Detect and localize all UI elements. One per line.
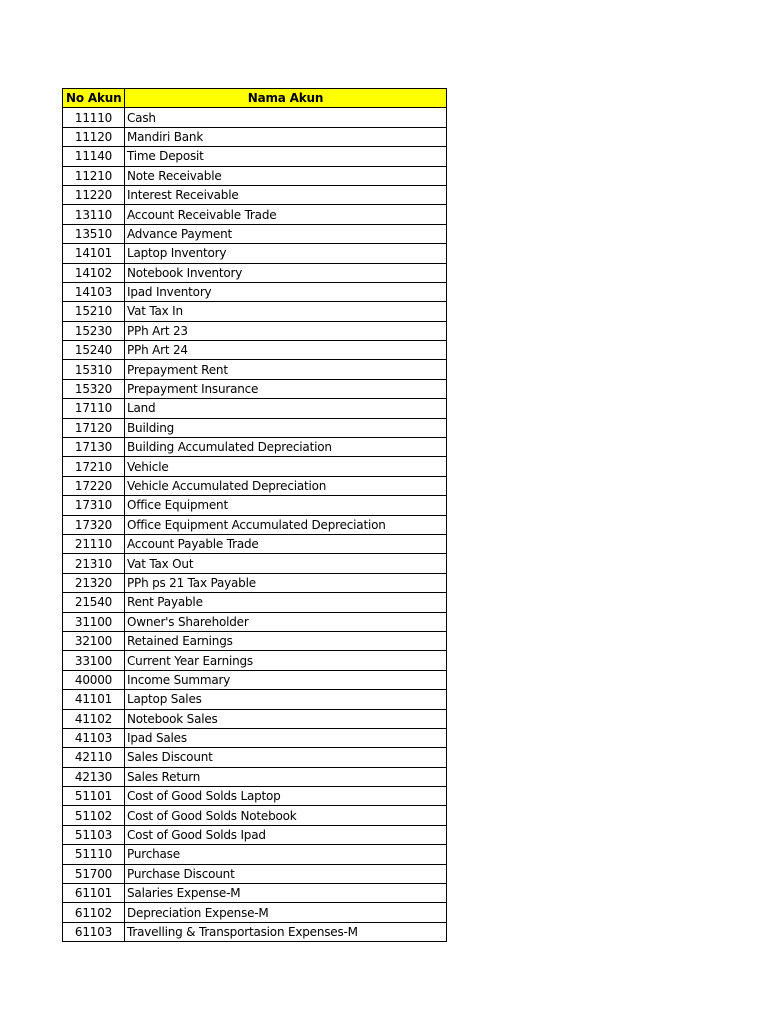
account-name-cell: PPh Art 23 bbox=[125, 321, 447, 340]
account-name-cell: Office Equipment Accumulated Depreciation bbox=[125, 515, 447, 534]
account-name-cell: Office Equipment bbox=[125, 496, 447, 515]
account-name-cell: Land bbox=[125, 399, 447, 418]
table-row bbox=[63, 224, 447, 243]
account-name-cell: PPh Art 24 bbox=[125, 341, 447, 360]
table-row bbox=[63, 728, 447, 747]
header-no-akun: No Akun bbox=[63, 89, 125, 108]
account-number-cell: 15240 bbox=[63, 341, 125, 360]
table-row bbox=[63, 496, 447, 515]
table-row bbox=[63, 108, 447, 127]
account-number-cell: 51103 bbox=[63, 825, 125, 844]
table-row bbox=[63, 418, 447, 437]
table-row bbox=[63, 884, 447, 903]
account-number-cell: 17310 bbox=[63, 496, 125, 515]
table-row bbox=[63, 438, 447, 457]
account-number-cell: 61102 bbox=[63, 903, 125, 922]
account-number-cell: 11140 bbox=[63, 147, 125, 166]
table-row bbox=[63, 825, 447, 844]
table-header bbox=[63, 89, 447, 108]
header-row bbox=[63, 89, 447, 108]
account-name-cell: Ipad Inventory bbox=[125, 282, 447, 301]
account-number-cell: 13510 bbox=[63, 224, 125, 243]
account-name-cell: Salaries Expense-M bbox=[125, 884, 447, 903]
account-name-cell: Vat Tax Out bbox=[125, 554, 447, 573]
account-name-cell: Sales Return bbox=[125, 767, 447, 786]
account-name-cell: Laptop Inventory bbox=[125, 244, 447, 263]
account-name-cell: Rent Payable bbox=[125, 593, 447, 612]
account-number-cell: 13110 bbox=[63, 205, 125, 224]
account-name-cell: PPh ps 21 Tax Payable bbox=[125, 573, 447, 592]
account-number-cell: 41103 bbox=[63, 728, 125, 747]
header-nama-akun: Nama Akun bbox=[125, 89, 447, 108]
table-row bbox=[63, 534, 447, 553]
table-row bbox=[63, 515, 447, 534]
account-name-cell: Cost of Good Solds Laptop bbox=[125, 787, 447, 806]
account-name-cell: Laptop Sales bbox=[125, 690, 447, 709]
account-number-cell: 21310 bbox=[63, 554, 125, 573]
table-row bbox=[63, 922, 447, 941]
account-number-cell: 17130 bbox=[63, 438, 125, 457]
account-name-cell: Note Receivable bbox=[125, 166, 447, 185]
account-number-cell: 31100 bbox=[63, 612, 125, 631]
account-name-cell: Retained Earnings bbox=[125, 631, 447, 650]
account-number-cell: 15310 bbox=[63, 360, 125, 379]
chart-of-accounts-table bbox=[62, 88, 447, 942]
account-number-cell: 51700 bbox=[63, 864, 125, 883]
table-row bbox=[63, 787, 447, 806]
account-name-cell: Purchase bbox=[125, 845, 447, 864]
table-row bbox=[63, 806, 447, 825]
account-number-cell: 11120 bbox=[63, 127, 125, 146]
account-number-cell: 15320 bbox=[63, 379, 125, 398]
account-name-cell: Travelling & Transportasion Expenses-M bbox=[125, 922, 447, 941]
table-row bbox=[63, 147, 447, 166]
table-row bbox=[63, 399, 447, 418]
account-name-cell: Mandiri Bank bbox=[125, 127, 447, 146]
table-row bbox=[63, 631, 447, 650]
table-row bbox=[63, 282, 447, 301]
account-name-cell: Notebook Inventory bbox=[125, 263, 447, 282]
account-number-cell: 51101 bbox=[63, 787, 125, 806]
table-row bbox=[63, 205, 447, 224]
account-number-cell: 21110 bbox=[63, 534, 125, 553]
account-number-cell: 61103 bbox=[63, 922, 125, 941]
account-number-cell: 61101 bbox=[63, 884, 125, 903]
table-row bbox=[63, 321, 447, 340]
account-name-cell: Income Summary bbox=[125, 670, 447, 689]
table-row bbox=[63, 244, 447, 263]
account-name-cell: Interest Receivable bbox=[125, 185, 447, 204]
table-row bbox=[63, 263, 447, 282]
account-name-cell: Vehicle bbox=[125, 457, 447, 476]
table-row bbox=[63, 670, 447, 689]
account-number-cell: 42130 bbox=[63, 767, 125, 786]
table-row bbox=[63, 903, 447, 922]
table-row bbox=[63, 554, 447, 573]
table-row bbox=[63, 573, 447, 592]
table-row bbox=[63, 651, 447, 670]
account-number-cell: 40000 bbox=[63, 670, 125, 689]
account-name-cell: Building bbox=[125, 418, 447, 437]
account-name-cell: Owner's Shareholder bbox=[125, 612, 447, 631]
account-number-cell: 14102 bbox=[63, 263, 125, 282]
account-number-cell: 17110 bbox=[63, 399, 125, 418]
account-number-cell: 17210 bbox=[63, 457, 125, 476]
account-number-cell: 14103 bbox=[63, 282, 125, 301]
account-number-cell: 17320 bbox=[63, 515, 125, 534]
account-name-cell: Vehicle Accumulated Depreciation bbox=[125, 476, 447, 495]
table-row bbox=[63, 709, 447, 728]
table-row bbox=[63, 379, 447, 398]
account-number-cell: 14101 bbox=[63, 244, 125, 263]
account-number-cell: 15210 bbox=[63, 302, 125, 321]
account-name-cell: Prepayment Rent bbox=[125, 360, 447, 379]
account-number-cell: 17120 bbox=[63, 418, 125, 437]
table-row bbox=[63, 612, 447, 631]
account-name-cell: Vat Tax In bbox=[125, 302, 447, 321]
account-name-cell: Building Accumulated Depreciation bbox=[125, 438, 447, 457]
account-name-cell: Account Receivable Trade bbox=[125, 205, 447, 224]
account-number-cell: 51110 bbox=[63, 845, 125, 864]
account-name-cell: Current Year Earnings bbox=[125, 651, 447, 670]
account-name-cell: Purchase Discount bbox=[125, 864, 447, 883]
table-row bbox=[63, 845, 447, 864]
account-number-cell: 42110 bbox=[63, 748, 125, 767]
account-number-cell: 11110 bbox=[63, 108, 125, 127]
table-row bbox=[63, 166, 447, 185]
account-name-cell: Prepayment Insurance bbox=[125, 379, 447, 398]
table-row bbox=[63, 864, 447, 883]
account-number-cell: 32100 bbox=[63, 631, 125, 650]
account-name-cell: Cost of Good Solds Ipad bbox=[125, 825, 447, 844]
account-number-cell: 11210 bbox=[63, 166, 125, 185]
account-name-cell: Sales Discount bbox=[125, 748, 447, 767]
account-number-cell: 15230 bbox=[63, 321, 125, 340]
table-row bbox=[63, 767, 447, 786]
table-row bbox=[63, 341, 447, 360]
account-number-cell: 51102 bbox=[63, 806, 125, 825]
table-row bbox=[63, 360, 447, 379]
table-row bbox=[63, 457, 447, 476]
account-name-cell: Advance Payment bbox=[125, 224, 447, 243]
table-row bbox=[63, 185, 447, 204]
account-name-cell: Depreciation Expense-M bbox=[125, 903, 447, 922]
account-name-cell: Cash bbox=[125, 108, 447, 127]
table-row bbox=[63, 302, 447, 321]
table-row bbox=[63, 748, 447, 767]
account-number-cell: 17220 bbox=[63, 476, 125, 495]
account-name-cell: Notebook Sales bbox=[125, 709, 447, 728]
account-number-cell: 11220 bbox=[63, 185, 125, 204]
account-number-cell: 21540 bbox=[63, 593, 125, 612]
table-row bbox=[63, 593, 447, 612]
account-name-cell: Cost of Good Solds Notebook bbox=[125, 806, 447, 825]
table-row bbox=[63, 476, 447, 495]
account-number-cell: 21320 bbox=[63, 573, 125, 592]
account-number-cell: 41101 bbox=[63, 690, 125, 709]
table-body bbox=[63, 108, 447, 942]
table-row bbox=[63, 127, 447, 146]
table-row bbox=[63, 690, 447, 709]
account-name-cell: Time Deposit bbox=[125, 147, 447, 166]
account-number-cell: 33100 bbox=[63, 651, 125, 670]
account-name-cell: Account Payable Trade bbox=[125, 534, 447, 553]
account-number-cell: 41102 bbox=[63, 709, 125, 728]
account-name-cell: Ipad Sales bbox=[125, 728, 447, 747]
